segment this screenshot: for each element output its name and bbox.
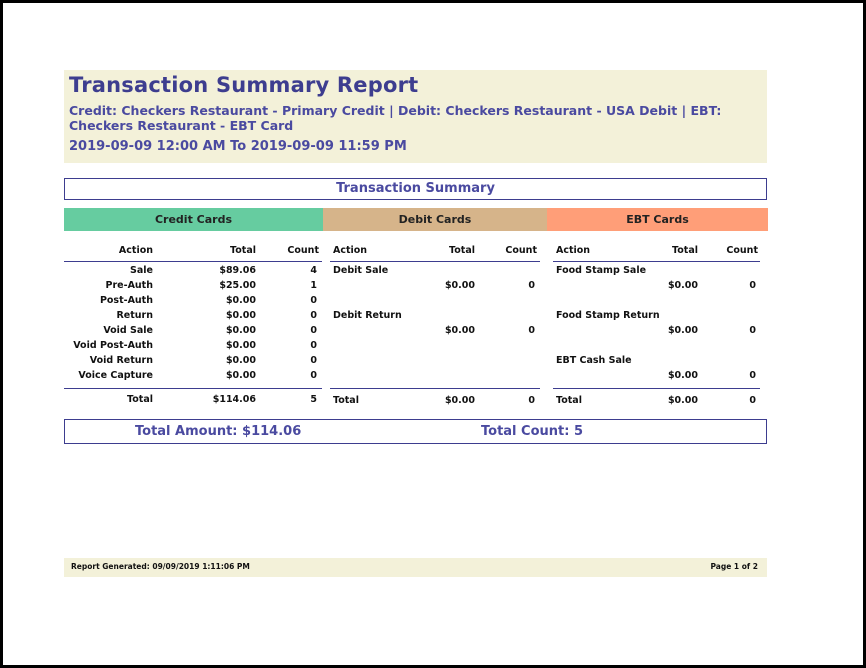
credit-row-total: $0.00 — [225, 295, 256, 306]
report-footer — [64, 558, 767, 577]
debit-header-rule — [330, 261, 540, 262]
ebt-row-total: $0.00 — [667, 280, 698, 291]
debit-row-action: Debit Return — [333, 310, 402, 321]
summary-title-bar: Transaction Summary — [64, 178, 767, 200]
ebt-row-action: Food Stamp Sale — [556, 265, 647, 276]
ebt-cards-header: EBT Cards — [547, 208, 768, 231]
ebt-action-header: Action — [556, 245, 591, 256]
credit-row-action: Pre-Auth — [105, 280, 153, 291]
credit-header-rule — [64, 261, 322, 262]
credit-total-count: 5 — [310, 394, 317, 405]
credit-row-action: Sale — [130, 265, 153, 276]
ebt-row-count: 0 — [749, 370, 756, 381]
debit-row-total: $0.00 — [444, 280, 475, 291]
ebt-row-count: 0 — [749, 280, 756, 291]
ebt-header-rule — [553, 261, 760, 262]
debit-total-rule — [330, 388, 540, 389]
credit-row-count: 0 — [310, 370, 317, 381]
credit-row-count: 0 — [310, 310, 317, 321]
ebt-total-value: $0.00 — [667, 395, 698, 406]
credit-total-header: Total — [230, 245, 256, 256]
credit-total-value: $114.06 — [212, 394, 256, 405]
ebt-total-rule — [553, 388, 760, 389]
debit-cards-header: Debit Cards — [323, 208, 547, 231]
ebt-row-total: $0.00 — [667, 325, 698, 336]
report-date-range: 2019-09-09 12:00 AM To 2019-09-09 11:59 PM — [69, 139, 407, 154]
credit-row-action: Post-Auth — [99, 295, 153, 306]
credit-row-total: $0.00 — [225, 325, 256, 336]
credit-total-rule — [64, 388, 322, 389]
credit-row-count: 1 — [310, 280, 317, 291]
credit-row-count: 0 — [310, 355, 317, 366]
debit-total-label: Total — [333, 395, 359, 406]
credit-row-total: $0.00 — [225, 340, 256, 351]
grand-totals-bar — [64, 419, 767, 444]
ebt-total-header: Total — [672, 245, 698, 256]
ebt-total-label: Total — [556, 395, 582, 406]
report-header — [64, 70, 767, 163]
credit-row-action: Return — [116, 310, 153, 321]
credit-row-count: 0 — [310, 325, 317, 336]
debit-row-action: Debit Sale — [333, 265, 389, 276]
report-generated-text: Report Generated: 09/09/2019 1:11:06 PM — [71, 562, 250, 571]
page-number: Page 1 of 2 — [710, 562, 758, 571]
debit-total-header: Total — [449, 245, 475, 256]
credit-row-count: 0 — [310, 340, 317, 351]
credit-action-header: Action — [118, 245, 153, 256]
credit-count-header: Count — [287, 245, 319, 256]
report-subtitle: Credit: Checkers Restaurant - Primary Credit | Debit: Checkers Restaurant - USA Debit | EBT: Checkers Restaurant - EBT Card — [69, 103, 722, 133]
credit-row-action: Voice Capture — [78, 370, 153, 381]
debit-count-header: Count — [505, 245, 537, 256]
ebt-row-action: Food Stamp Return — [556, 310, 660, 321]
credit-row-action: Void Post-Auth — [73, 340, 153, 351]
debit-row-count: 0 — [528, 325, 535, 336]
credit-row-count: 4 — [310, 265, 317, 276]
credit-row-total: $89.06 — [219, 265, 256, 276]
credit-row-total: $0.00 — [225, 310, 256, 321]
credit-row-count: 0 — [310, 295, 317, 306]
credit-row-total: $0.00 — [225, 370, 256, 381]
debit-row-total: $0.00 — [444, 325, 475, 336]
credit-total-label: Total — [127, 394, 153, 405]
report-title: Transaction Summary Report — [69, 73, 419, 97]
credit-row-total: $0.00 — [225, 355, 256, 366]
debit-total-count: 0 — [528, 395, 535, 406]
ebt-total-count: 0 — [749, 395, 756, 406]
credit-row-action: Void Return — [89, 355, 153, 366]
credit-row-action: Void Sale — [103, 325, 153, 336]
credit-row-total: $25.00 — [219, 280, 256, 291]
ebt-row-count: 0 — [749, 325, 756, 336]
debit-row-count: 0 — [528, 280, 535, 291]
debit-total-value: $0.00 — [444, 395, 475, 406]
ebt-row-action: EBT Cash Sale — [556, 355, 632, 366]
ebt-row-total: $0.00 — [667, 370, 698, 381]
total-amount: Total Amount: $114.06 — [135, 424, 302, 439]
debit-action-header: Action — [333, 245, 368, 256]
credit-cards-header: Credit Cards — [64, 208, 323, 231]
total-count: Total Count: 5 — [481, 424, 584, 439]
ebt-count-header: Count — [726, 245, 758, 256]
